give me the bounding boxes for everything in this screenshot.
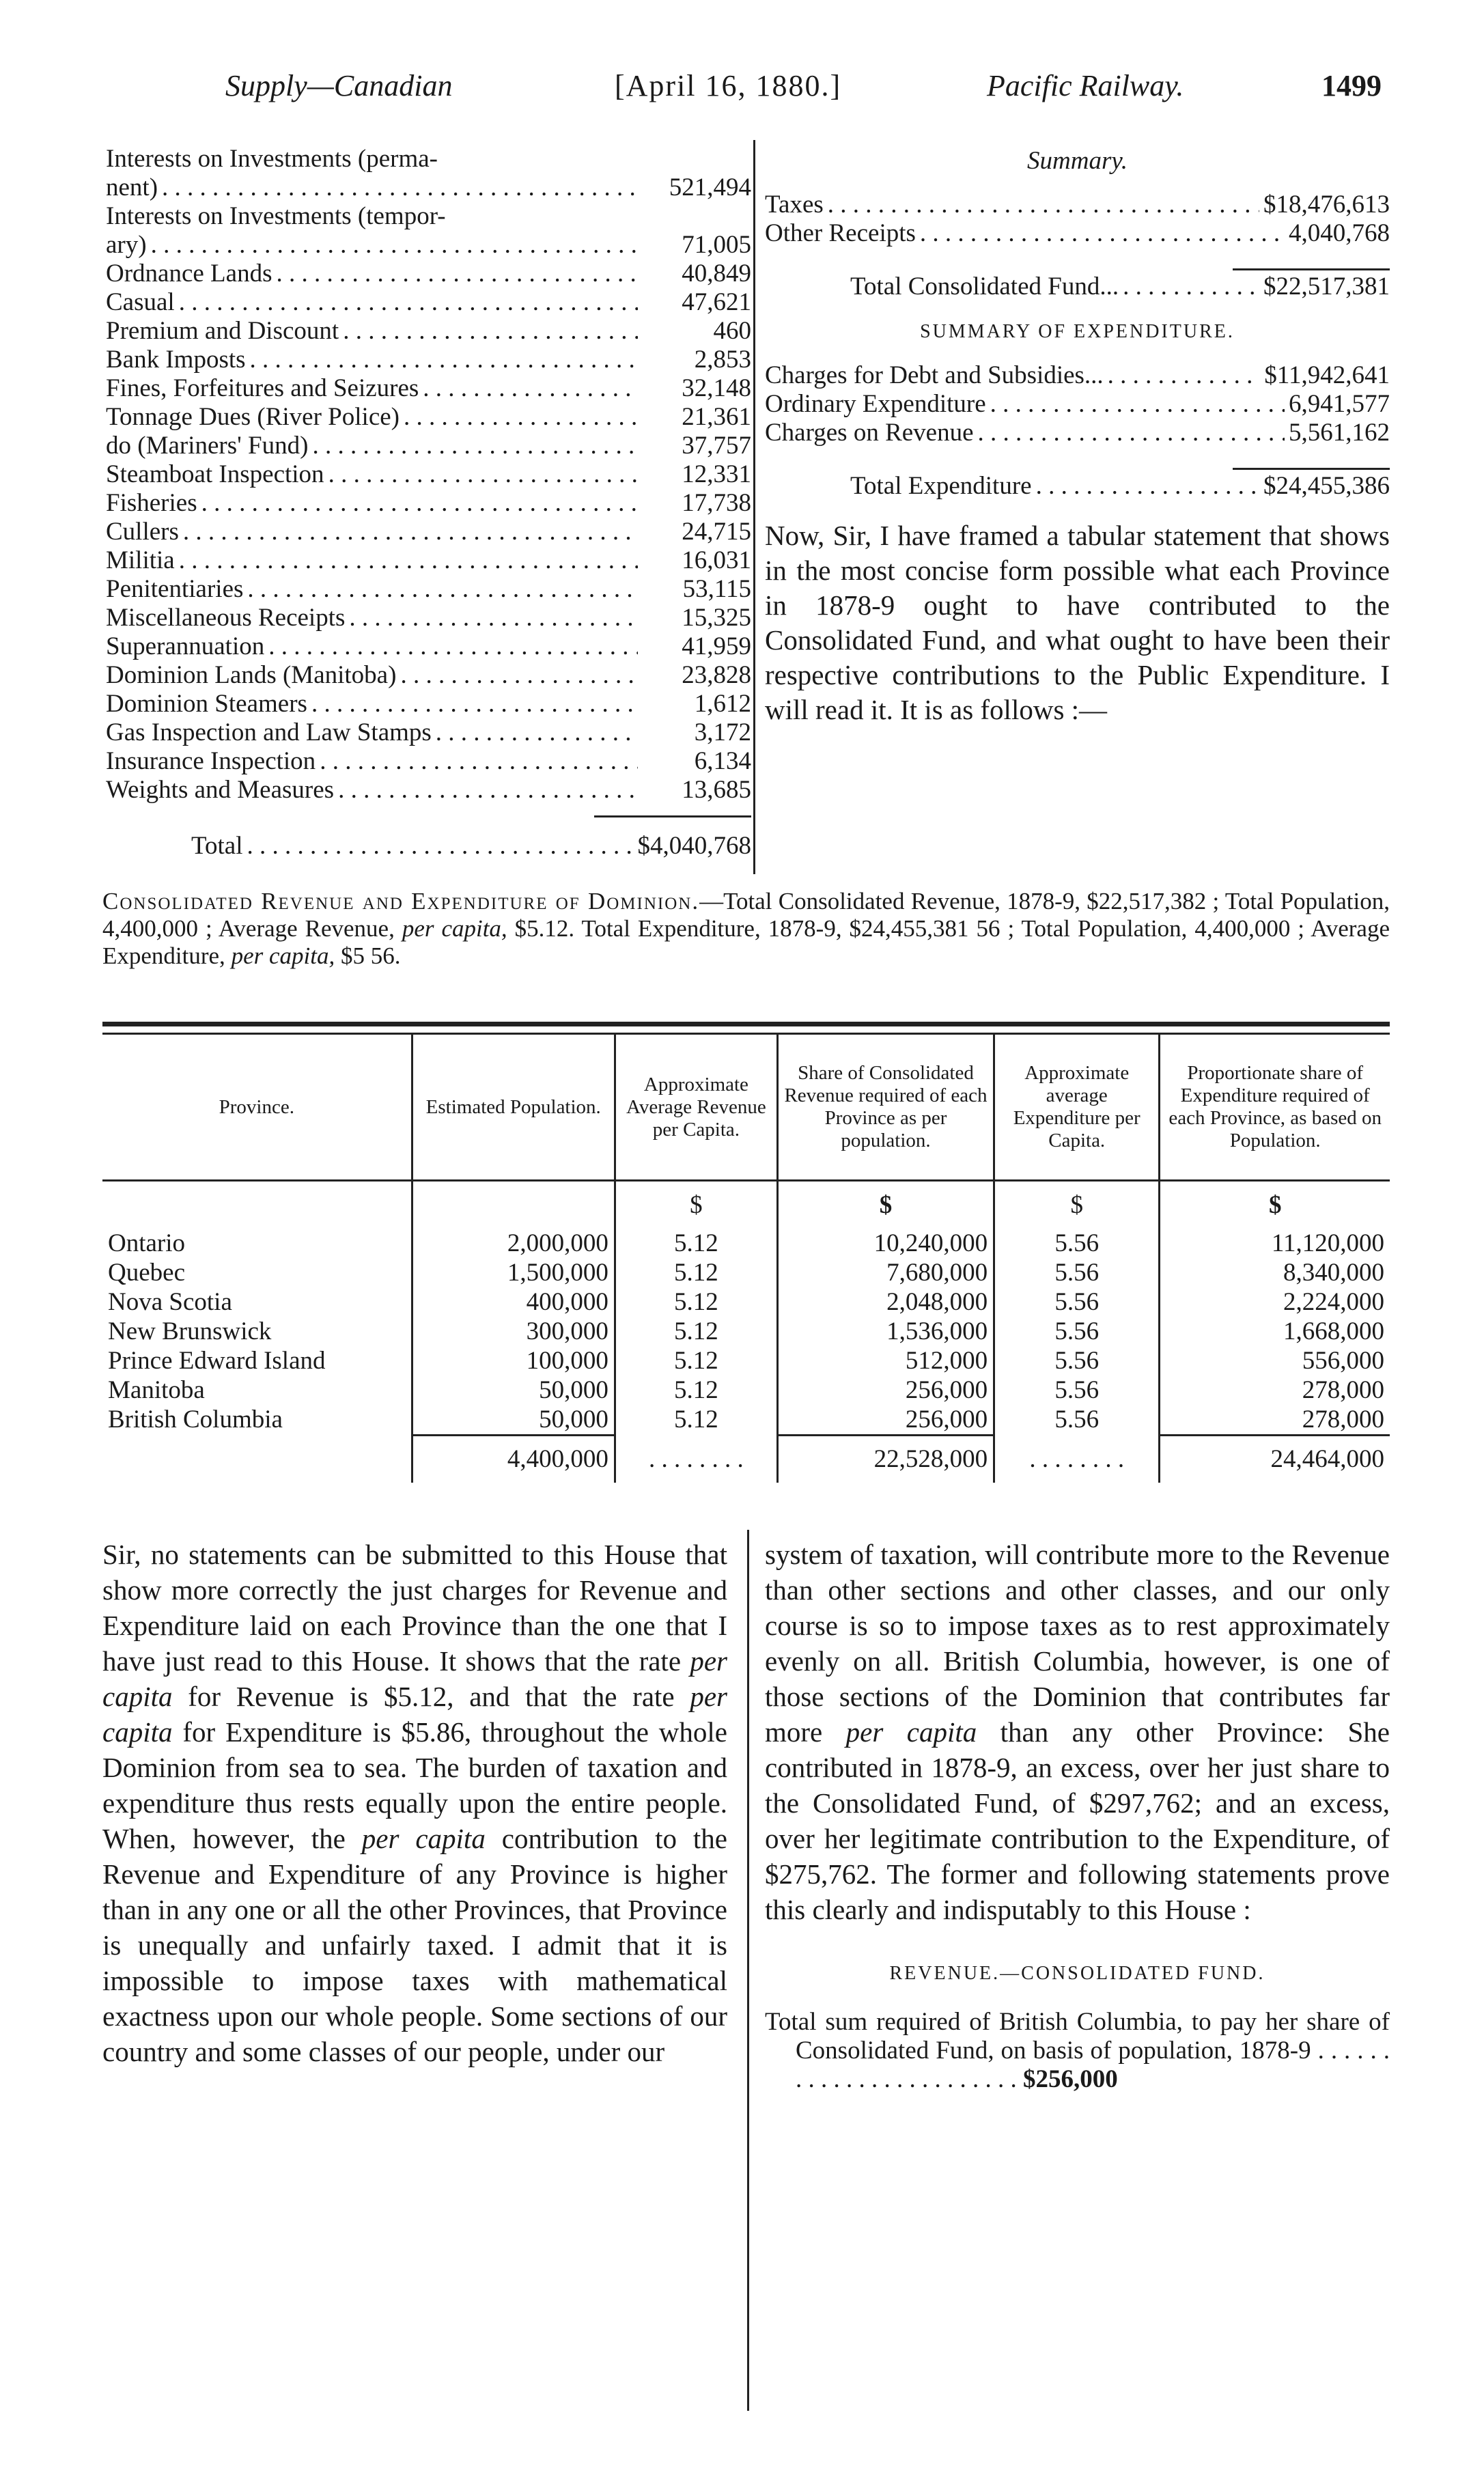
consolidated-heading: Consolidated Revenue and Expenditure of Dominion.	[102, 888, 700, 914]
cell-rev-share: 256,000	[777, 1375, 994, 1405]
receipt-value: 40,849	[682, 260, 751, 288]
receipt-value: 13,685	[682, 776, 751, 804]
receipt-item: Interests on Investments (tempor-	[106, 202, 446, 230]
cell-rev-pc: 5.12	[615, 1375, 777, 1405]
receipt-item: Cullers . . . 24,715	[106, 518, 751, 546]
cell-exp-share: 2,224,000	[1160, 1287, 1390, 1317]
receipt-value: 6,134	[694, 747, 751, 775]
col-province: Province.	[102, 1034, 412, 1181]
receipt-item: Dominion Lands (Manitoba) . . . 23,828	[106, 661, 751, 690]
cell-rev-pc: 5.12	[615, 1258, 777, 1287]
cell-exp-share: 278,000	[1160, 1405, 1390, 1436]
cell-exp-pc: 5.56	[994, 1229, 1160, 1258]
summary-expenditure-title: SUMMARY OF EXPENDITURE.	[920, 321, 1235, 342]
body-column-divider	[747, 1530, 749, 2411]
receipt-item: nent) . . . 521,494	[106, 173, 751, 202]
receipts-list	[106, 145, 751, 861]
receipt-value: 12,331	[682, 460, 751, 488]
receipt-item: Dominion Steamers . . . 1,612	[106, 690, 751, 718]
receipt-item: Bank Imposts . . . 2,853	[106, 346, 751, 374]
receipt-value: 2,853	[694, 346, 751, 374]
revenue-section-title: REVENUE.—CONSOLIDATED FUND.	[889, 1963, 1265, 1984]
cell-population: 50,000	[412, 1405, 615, 1436]
receipt-item: Militia . . . 16,031	[106, 546, 751, 575]
province-name: New Brunswick	[108, 1317, 272, 1345]
total-rev-share: 22,528,000	[777, 1435, 994, 1483]
receipt-item: Ordnance Lands . . . 40,849	[106, 260, 751, 288]
receipt-value: 23,828	[682, 661, 751, 689]
cell-population: 100,000	[412, 1346, 615, 1375]
cell-rev-pc: 5.12	[615, 1317, 777, 1346]
receipt-item: Superannuation . . . 41,959	[106, 632, 751, 661]
province-name: Quebec	[108, 1258, 185, 1287]
header-date: [April 16, 1880.]	[615, 69, 842, 102]
table-row	[102, 1375, 1390, 1405]
col-expenditure-per-capita: Approximate average Expenditure per Capita.	[994, 1034, 1160, 1181]
province-name: Prince Edward Island	[108, 1346, 326, 1375]
receipt-value: 53,115	[682, 575, 751, 603]
total-exp-share: 24,464,000	[1160, 1435, 1390, 1483]
receipt-item: Gas Inspection and Law Stamps . . . 3,172	[106, 718, 751, 747]
receipt-item: Miscellaneous Receipts . . . 15,325	[106, 604, 751, 632]
cell-exp-share: 1,668,000	[1160, 1317, 1390, 1346]
table-row	[102, 1317, 1390, 1346]
summary-paragraph: Now, Sir, I have framed a tabular statement that shows in the most concise form possible what each Province in 1878-9 ought to have contributed to the Consolidated Fund, and what ought to have been their respective contributions to the Public Expenditure. I will read it. It is as follows :—	[765, 520, 1390, 725]
cell-population: 2,000,000	[412, 1229, 615, 1258]
receipt-value: 16,031	[682, 546, 751, 574]
col-expenditure-share: Proportionate share of Expenditure required of each Province, as based on Population.	[1160, 1034, 1390, 1181]
cell-rev-share: 7,680,000	[777, 1258, 994, 1287]
receipts-total: Total . . . $4,040,768	[106, 832, 751, 861]
cell-exp-pc: 5.56	[994, 1375, 1160, 1405]
column-divider	[753, 140, 755, 874]
summary-block	[765, 147, 1390, 727]
consolidated-statement: Consolidated Revenue and Expenditure of Dominion.—Total Consolidated Revenue, 1878-9, $22,517,382 ; Total Population, 4,400,000 ; Average Revenue, per capita, $5.12. Total Expenditure, 1878-9, $24,455,381 56 ; Total Population, 4,400,000 ; Average Expenditure, per capita, $5 56.	[102, 888, 1390, 969]
body-right-column: system of taxation, will contribute more to the Revenue than other sections and other classes, and our only course is so to impose taxes as to rest approximately evenly on all. British Columbia, however, is one of those sections of the Dominion that contributes far more per capita than any other Province: She contributed in 1878-9, an excess, over her just share to the Consolidated Fund, of $297,762; and an excess, over her legitimate contribution to the Expenditure, of $275,762. The former and following statements prove this clearly and indisputably to this House : REVENUE.—CONSOLIDATED FUND. Total sum required of British Columbia, to pay her share of Consolidated Fund, on basis of population, 1878-9 . . . . . . . . . . . . . . . . . . . . . . . . $256,000	[765, 1539, 1390, 2093]
cell-rev-pc: 5.12	[615, 1346, 777, 1375]
receipt-value: 37,757	[682, 432, 751, 460]
receipt-value: 24,715	[682, 518, 751, 546]
cell-rev-share: 1,536,000	[777, 1317, 994, 1346]
cell-rev-pc: 5.12	[615, 1229, 777, 1258]
summary-total-expenditure: Total Expenditure . . . $24,455,386	[765, 472, 1390, 501]
total-population: 4,400,000	[412, 1435, 615, 1483]
summary-taxes: Taxes . . . $18,476,613	[765, 191, 1390, 219]
table-row	[102, 1258, 1390, 1287]
col-revenue-per-capita: Approximate Average Revenue per Capita.	[615, 1034, 777, 1181]
totals-row: 4,400,000 . . . . . . . . 22,528,000 . . . . . . . . 24,464,000	[102, 1435, 1390, 1483]
table-row	[102, 1287, 1390, 1317]
col-revenue-share: Share of Consolidated Revenue required of each Province as per population.	[777, 1034, 994, 1181]
cell-exp-pc: 5.56	[994, 1287, 1160, 1317]
cell-population: 50,000	[412, 1375, 615, 1405]
receipt-item: Penitentiaries . . . 53,115	[106, 575, 751, 604]
table-row	[102, 1229, 1390, 1258]
cell-exp-pc: 5.56	[994, 1258, 1160, 1287]
province-name: Manitoba	[108, 1375, 205, 1404]
summary-other-receipts: Other Receipts . . . 4,040,768	[765, 219, 1390, 248]
receipt-item: Casual . . . 47,621	[106, 288, 751, 317]
cell-rev-share: 10,240,000	[777, 1229, 994, 1258]
receipt-value: 21,361	[682, 403, 751, 431]
cell-population: 300,000	[412, 1317, 615, 1346]
header-right: Pacific Railway.	[987, 69, 1184, 102]
units-row: $ $ $ $	[102, 1181, 1390, 1229]
summary-charges-revenue: Charges on Revenue . . . 5,561,162	[765, 419, 1390, 447]
cell-exp-share: 8,340,000	[1160, 1258, 1390, 1287]
receipt-value: 71,005	[682, 231, 751, 259]
header-left: Supply—Canadian	[225, 69, 453, 102]
receipt-item: ary) . . . 71,005	[106, 231, 751, 260]
cell-exp-share: 278,000	[1160, 1375, 1390, 1405]
cell-rev-share: 256,000	[777, 1405, 994, 1436]
receipt-item: Fines, Forfeitures and Seizures . . . 32,148	[106, 374, 751, 403]
cell-rev-share: 2,048,000	[777, 1287, 994, 1317]
summary-title: Summary.	[1027, 147, 1128, 175]
receipt-item: Premium and Discount . . . 460	[106, 317, 751, 346]
receipt-value: 41,959	[682, 632, 751, 660]
receipt-item: Interests on Investments (perma-	[106, 145, 438, 173]
british-columbia-item: Total sum required of British Columbia, to pay her share of Consolidated Fund, on basis of population, 1878-9 . . . . . . . . . . . . . . . . . . . . . . . . $256,000	[765, 2008, 1390, 2093]
cell-rev-share: 512,000	[777, 1346, 994, 1375]
receipt-item: Fisheries . . . 17,738	[106, 489, 751, 518]
receipt-value: 47,621	[682, 288, 751, 316]
summary-total-fund: Total Consolidated Fund... . . . $22,517,381	[765, 272, 1390, 301]
col-population: Estimated Population.	[412, 1034, 615, 1181]
province-name: British Columbia	[108, 1406, 283, 1434]
receipt-value: 32,148	[682, 374, 751, 402]
province-name: Nova Scotia	[108, 1287, 232, 1316]
table-top-rule	[102, 1022, 1390, 1026]
cell-exp-share: 556,000	[1160, 1346, 1390, 1375]
cell-exp-share: 11,120,000	[1160, 1229, 1390, 1258]
summary-charges-debt: Charges for Debt and Subsidies... . . . $11,942,641	[765, 361, 1390, 390]
receipt-value: 3,172	[694, 718, 751, 746]
page-header	[0, 68, 1484, 116]
receipt-value: 15,325	[682, 604, 751, 632]
page-number: 1499	[1321, 69, 1382, 102]
cell-rev-pc: 5.12	[615, 1287, 777, 1317]
receipt-item: Steamboat Inspection . . . 12,331	[106, 460, 751, 489]
receipt-value: 460	[713, 317, 751, 345]
body-left-column: Sir, no statements can be submitted to this House that show more correctly the just charges for Revenue and Expenditure laid on each Province than the one that I have just read to this House. It shows that the rate per capita for Revenue is $5.12, and that the rate per capita for Expenditure is $5.86, throughout the whole Dominion from sea to sea. The burden of taxation and expenditure thus rests equally upon the entire people. When, however, the per capita contribution to the Revenue and Expenditure of any Province is higher than in any one or all the other Provinces, that Province is unequally and unfairly taxed. I admit that it is impossible to impose taxes with mathematical exactness upon our whole people. Some sections of our country and some classes of our people, under our	[102, 1539, 728, 2067]
cell-population: 400,000	[412, 1287, 615, 1317]
cell-exp-pc: 5.56	[994, 1405, 1160, 1436]
province-name: Ontario	[108, 1229, 186, 1257]
cell-population: 1,500,000	[412, 1258, 615, 1287]
table-row	[102, 1346, 1390, 1375]
province-table	[102, 1033, 1390, 1483]
cell-rev-pc: 5.12	[615, 1405, 777, 1436]
summary-ordinary: Ordinary Expenditure . . . 6,941,577	[765, 390, 1390, 419]
table-row	[102, 1405, 1390, 1436]
receipt-item: Tonnage Dues (River Police) . . . 21,361	[106, 403, 751, 432]
receipt-item: Weights and Measures . . . 13,685	[106, 776, 751, 805]
cell-exp-pc: 5.56	[994, 1317, 1160, 1346]
receipt-item: do (Mariners' Fund) . . . 37,757	[106, 432, 751, 460]
cell-exp-pc: 5.56	[994, 1346, 1160, 1375]
receipt-item: Insurance Inspection . . . 6,134	[106, 747, 751, 776]
receipt-value: 17,738	[682, 489, 751, 517]
receipt-value: 1,612	[694, 690, 751, 718]
receipt-value: 521,494	[669, 173, 751, 201]
